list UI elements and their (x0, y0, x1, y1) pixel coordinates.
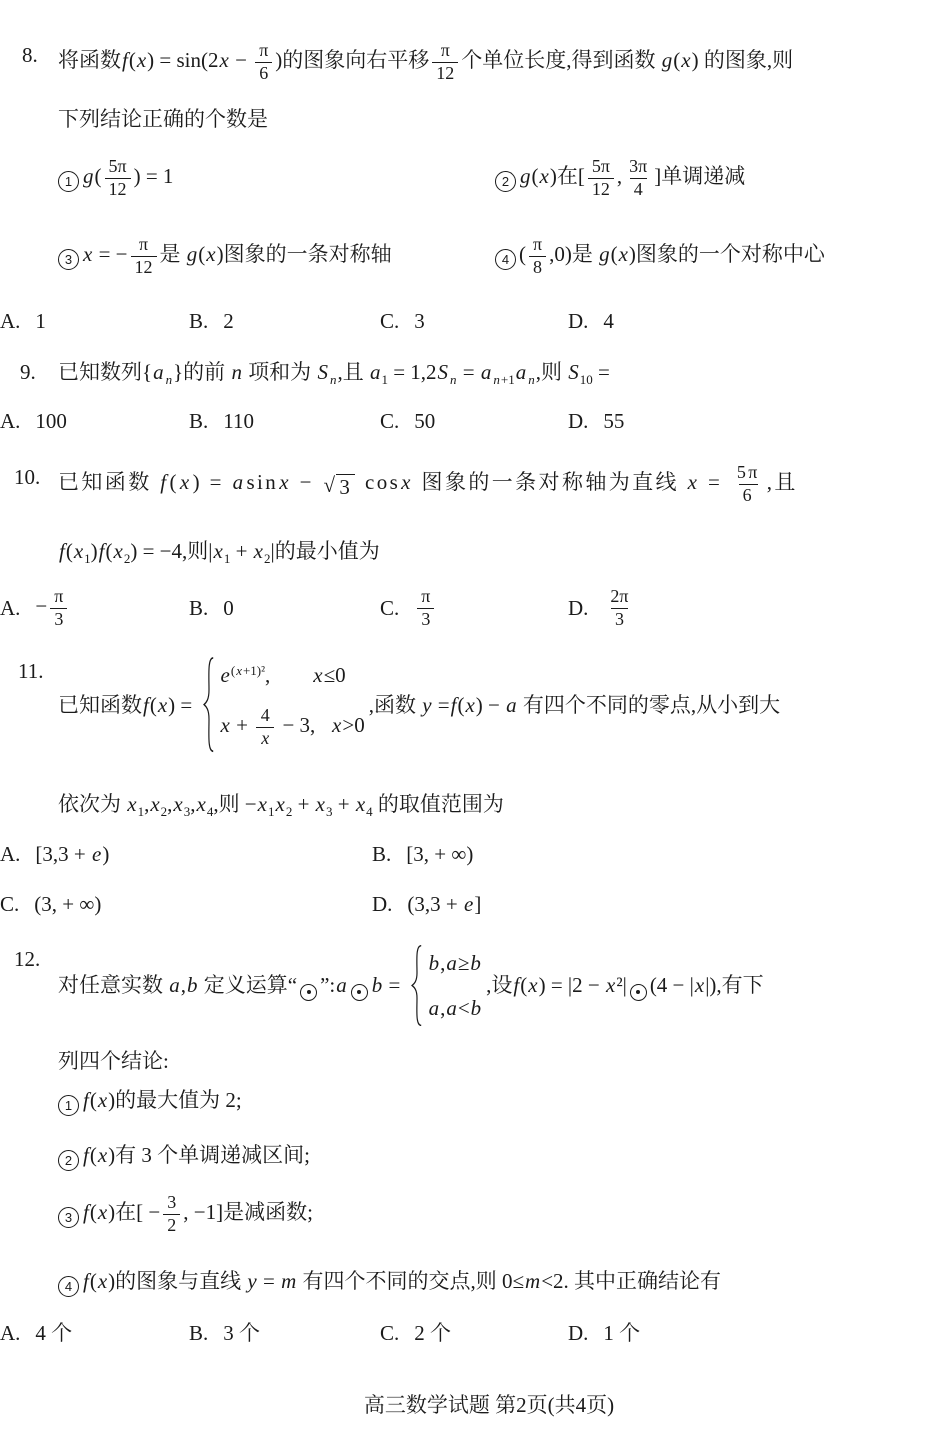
option-label: C. (380, 1321, 400, 1345)
option-label: D. (568, 309, 589, 333)
q12-piecewise-branches (424, 944, 483, 1027)
q10-option-a (0, 586, 189, 630)
option-label: C. (380, 309, 400, 333)
q12-statement-1-row (0, 1085, 950, 1116)
q8-statement-1: 1 g( $\frac{5\pi}{12}$ ) = 1 (58, 156, 495, 200)
option-value: 50 (414, 409, 436, 433)
q12-statement-4-row (0, 1266, 950, 1297)
q8-statements-row-1 (0, 156, 950, 200)
option-label: D. (372, 892, 393, 916)
q8-stem-line-1 (0, 40, 950, 84)
q9-option-a (0, 406, 189, 436)
option-value: $\frac{2\pi}{3}$ (610, 586, 629, 629)
q10-option-b (189, 586, 380, 630)
q12-stem-line-2 (0, 1046, 950, 1076)
q8-option-b (189, 306, 380, 336)
option-label: A. (0, 1321, 21, 1345)
q11-stem-post: ,函数 y =f(x) − a 有四个不同的零点,从小到大 (368, 692, 781, 717)
q8-statement-3: 3 x = − $\frac{\pi}{12}$ 是 g(x)图象的一条对称轴 (58, 234, 495, 278)
q8-statement-2: 2 g(x)在[ $\frac{5\pi}{12}$ , $\frac{3\pi}{4}$ ]单调递减 (495, 156, 745, 200)
q8-option-a (0, 306, 189, 336)
option-value: 110 (223, 409, 254, 433)
q8-stem-text-1: 将函数f(x) = sin(2x − $\frac{\pi}{6}$ )的图象向右平移 $\frac{\pi}{12}$ 个单位长度,得到函数 g(x) 的图象,则 (58, 40, 794, 83)
option-value: 2 (223, 309, 234, 333)
q12-stem-text-2: 列四个结论: (58, 1049, 169, 1073)
q12-options (0, 1318, 950, 1348)
q12-stem-pre: 对任意实数 a,b 定义运算“ ”:a b = (58, 970, 406, 1001)
q11-piecewise (202, 656, 365, 753)
page-footer (0, 1390, 950, 1420)
option-label: B. (189, 596, 209, 621)
option-value: 4 个 (35, 1321, 73, 1345)
option-value: 0 (223, 596, 234, 621)
q9-stem-text-1: 已知数列{a $_n$}的前 n 项和为 S $_n$,且 $a_1 = 1,2S$ $_n$ = a $_{n+1}$a $_n$,则 $S_{10}$ = (58, 360, 610, 387)
q11-stem-line-2 (0, 789, 950, 819)
q12-stem-post: ,设f(x) = |2 − x²| (4 − |x|),有下 (486, 970, 763, 1001)
option-value: 1 个 (603, 1321, 641, 1345)
page-footer-text: 高三数学试题 第2页(共4页) (363, 1393, 615, 1417)
option-value: 100 (35, 409, 67, 433)
option-value: [3, + ∞) (406, 842, 474, 866)
q11-piecewise-bottom: x + $\frac{4}{x}$ − 3, x>0 (220, 705, 365, 748)
q11-piecewise-branches (216, 656, 365, 753)
q12-piecewise-bottom: a,a<b (428, 996, 482, 1020)
q11-stem-line-1 (0, 656, 950, 753)
left-brace-icon (202, 656, 216, 753)
option-value: − $\frac{\pi}{3}$ (35, 586, 70, 630)
q11-number: 11. (18, 659, 44, 683)
q8-stem-line-2 (0, 104, 950, 134)
q9-option-d (568, 406, 624, 436)
option-label: C. (380, 409, 400, 433)
q12-piecewise-top: b,a≥b (428, 951, 481, 975)
option-label: D. (568, 409, 589, 433)
option-value: 3 个 (223, 1321, 261, 1345)
q11-options-row-1 (0, 839, 950, 869)
q9-option-c (380, 406, 568, 436)
q11-stem-text-2: 依次为 $x_1,x_2,x_3,x_4$,则 $-x_1x_2 + x_3 + x_4$ 的取值范围为 (58, 792, 504, 819)
q11-piecewise-top: $e^{(x+1)^2}$, x≤0 (220, 663, 346, 687)
option-label: B. (189, 409, 209, 433)
option-value: 2 个 (414, 1321, 452, 1345)
q10-number: 10. (14, 465, 41, 489)
q10-option-c (380, 586, 568, 630)
option-value: (3, + ∞) (34, 892, 102, 916)
option-value: 55 (603, 409, 625, 433)
q12-piecewise (410, 944, 483, 1027)
q8-statement-4: 4 ( $\frac{\pi}{8}$ ,0)是 g(x)图象的一个对称中心 (495, 234, 825, 278)
q11-option-a (0, 839, 372, 869)
q10-stem-line-1 (0, 462, 950, 506)
option-label: A. (0, 309, 21, 333)
option-label: A. (0, 842, 21, 866)
q8-statements-row-2 (0, 234, 950, 278)
option-label: B. (189, 309, 209, 333)
q12-statement-4: 4 f(x)的图象与直线 y = m 有四个不同的交点,则 0≤m<2. 其中正确结论有 (58, 1269, 721, 1293)
q8-options (0, 306, 950, 336)
q12-number: 12. (14, 947, 41, 971)
option-label: D. (568, 1321, 589, 1345)
q12-option-b (189, 1318, 380, 1348)
q10-stem-text-1: 已知函数 f(x) = asinx − √ 3 cosx 图象的一条对称轴为直线 x = $\frac{5\pi}{6}$ ,且 (58, 462, 798, 505)
q11-option-c (0, 889, 372, 919)
q12-statement-2-row (0, 1140, 950, 1171)
q12-statement-2: 2 f(x)有 3 个单调递减区间; (58, 1143, 310, 1167)
q10-stem-text-2: $f(x_1)f(x_2) = -4$,则$|x_1 + x_2|$的最小值为 (59, 539, 380, 566)
option-label: B. (372, 842, 392, 866)
option-value: 1 (35, 309, 46, 333)
option-label: D. (568, 596, 589, 621)
q8-option-d (568, 306, 614, 336)
option-label: A. (0, 409, 21, 433)
q12-option-c (380, 1318, 568, 1348)
q12-option-a (0, 1318, 189, 1348)
q11-option-b (372, 839, 473, 869)
q8-option-c (380, 306, 568, 336)
q10-options (0, 586, 950, 630)
option-label: B. (189, 1321, 209, 1345)
option-value: 4 (603, 309, 614, 333)
option-label: A. (0, 596, 21, 621)
q12-option-d (568, 1318, 640, 1348)
option-value: (3,3 + e] (407, 892, 482, 916)
option-value: $\frac{\pi}{3}$ (414, 586, 437, 630)
option-value: [3,3 + e) (35, 842, 110, 866)
left-brace-icon (410, 944, 424, 1027)
q10-option-d (568, 586, 636, 630)
q9-number: 9. (20, 360, 36, 384)
q12-statement-3-row (0, 1192, 950, 1236)
q8-number: 8. (22, 43, 38, 67)
q9-option-b (189, 406, 380, 436)
option-value: 3 (414, 309, 425, 333)
q10-stem-line-2 (0, 536, 950, 566)
q9-stem-line-1 (0, 357, 950, 387)
q11-stem-pre: 已知函数f(x) = (58, 692, 198, 717)
q11-options-row-2 (0, 889, 950, 919)
q11-option-d (372, 889, 481, 919)
option-label: C. (0, 892, 20, 916)
q8-stem-text-2: 下列结论正确的个数是 (58, 107, 268, 131)
option-label: C. (380, 596, 400, 621)
q12-statement-3: 3 f(x)在[ − $\frac{3}{2}$ , −1]是减函数; (58, 1200, 313, 1224)
q12-stem-line-1 (0, 944, 950, 1027)
q12-statement-1: 1 f(x)的最大值为 2; (58, 1088, 242, 1112)
q9-options (0, 406, 950, 436)
